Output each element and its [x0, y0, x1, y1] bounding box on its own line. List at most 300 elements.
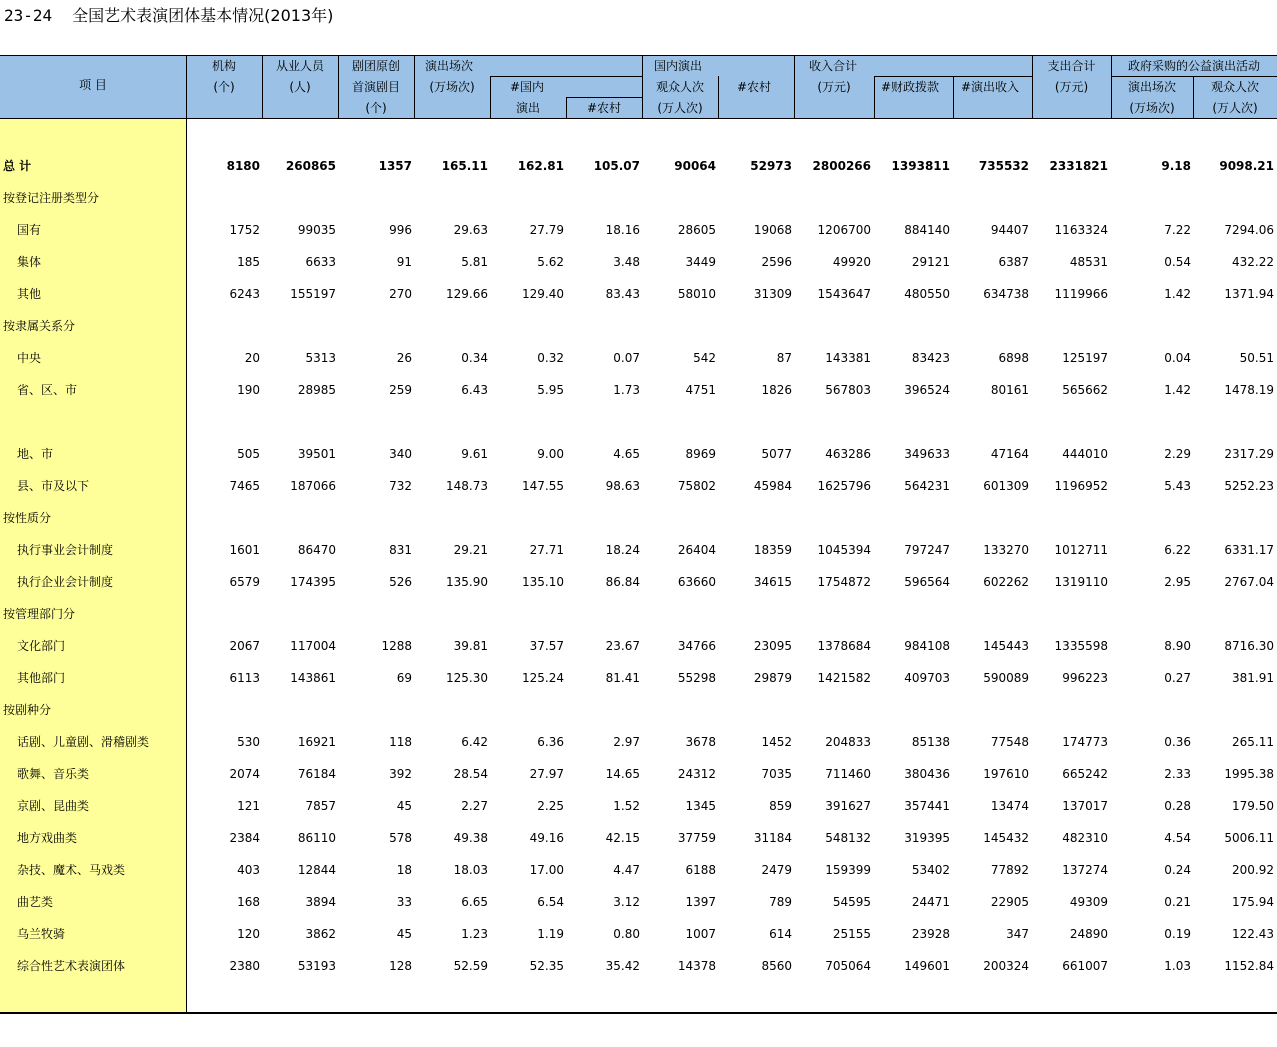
- table-cell: 6243: [229, 287, 260, 301]
- row-label: 国有: [17, 223, 42, 237]
- table-cell: 1601: [229, 543, 260, 557]
- table-cell: 29.21: [453, 543, 488, 557]
- table-cell: 6387: [998, 255, 1029, 269]
- section-row: [0, 502, 1277, 534]
- row-label: 县、市及以下: [17, 479, 90, 493]
- table-cell: 1045394: [817, 543, 871, 557]
- header-yanchu-shouru: #演出收入: [961, 80, 1020, 94]
- table-cell: 1357: [378, 159, 412, 173]
- table-cell: 0.19: [1164, 927, 1191, 941]
- header-top-border: [0, 55, 1277, 56]
- table-cell: 33: [396, 895, 412, 909]
- table-cell: 28985: [297, 383, 336, 397]
- table-cell: 7.22: [1164, 223, 1191, 237]
- table-cell: 1335598: [1054, 639, 1108, 653]
- table-cell: 125.24: [522, 671, 564, 685]
- table-cell: 661007: [1062, 959, 1108, 973]
- table-cell: 409703: [904, 671, 950, 685]
- table-cell: 90064: [674, 159, 716, 173]
- table-cell: 75802: [677, 479, 716, 493]
- table-cell: 128: [389, 959, 412, 973]
- row-label: 京剧、昆曲类: [17, 799, 90, 813]
- header-item: 项 目: [79, 78, 107, 92]
- table-cell: 3.12: [613, 895, 640, 909]
- table-row: [0, 406, 1277, 438]
- table-cell: 12844: [297, 863, 336, 877]
- row-label: 执行事业会计制度: [17, 543, 114, 557]
- table-cell: 31309: [753, 287, 792, 301]
- table-cell: 1196952: [1054, 479, 1108, 493]
- table-cell: 1206700: [817, 223, 871, 237]
- column-divider: [718, 76, 719, 119]
- table-row: [0, 438, 1277, 470]
- header-zf-changci-1: 演出场次: [1127, 80, 1176, 94]
- table-cell: 49.16: [529, 831, 564, 845]
- table-row: [0, 470, 1277, 502]
- table-cell: 0.28: [1164, 799, 1191, 813]
- table-cell: 26404: [677, 543, 716, 557]
- table-cell: 159399: [825, 863, 871, 877]
- table-cell: 260865: [285, 159, 336, 173]
- table-cell: 1.42: [1164, 287, 1191, 301]
- table-cell: 52973: [750, 159, 792, 173]
- table-cell: 27.79: [529, 223, 564, 237]
- table-cell: 200324: [983, 959, 1029, 973]
- column-divider: [414, 55, 415, 119]
- table-cell: 6898: [998, 351, 1029, 365]
- table-cell: 634738: [983, 287, 1029, 301]
- header-congye-1: 从业人员: [275, 59, 324, 73]
- table-cell: 259: [389, 383, 412, 397]
- table-cell: 542: [693, 351, 716, 365]
- header-zhengfu-group: 政府采购的公益演出活动: [1127, 59, 1260, 73]
- table-cell: 8716.30: [1224, 639, 1274, 653]
- table-cell: 340: [389, 447, 412, 461]
- row-label: 文化部门: [17, 639, 66, 653]
- row-label: 话剧、儿童剧、滑稽剧类: [17, 735, 150, 749]
- row-label: 歌舞、音乐类: [17, 767, 90, 781]
- table-cell: 27.97: [529, 767, 564, 781]
- table-cell: 120: [237, 927, 260, 941]
- table-cell: 179.50: [1232, 799, 1274, 813]
- table-cell: 526: [389, 575, 412, 589]
- section-row: [0, 694, 1277, 726]
- column-divider: [642, 55, 643, 119]
- table-cell: 6.65: [461, 895, 488, 909]
- table-cell: 2.97: [613, 735, 640, 749]
- table-cell: 732: [389, 479, 412, 493]
- table-cell: 1371.94: [1224, 287, 1274, 301]
- table-cell: 1.19: [537, 927, 564, 941]
- table-cell: 1012711: [1054, 543, 1108, 557]
- table-cell: 9098.21: [1219, 159, 1274, 173]
- table-cell: 18359: [753, 543, 792, 557]
- table-cell: 1543647: [817, 287, 871, 301]
- table-row: [0, 950, 1277, 982]
- table-cell: 1163324: [1054, 223, 1108, 237]
- table-cell: 596564: [904, 575, 950, 589]
- table-row: [0, 854, 1277, 886]
- table-cell: 2067: [229, 639, 260, 653]
- table-cell: 9.61: [461, 447, 488, 461]
- header-congye-2: (人): [289, 80, 311, 94]
- table-cell: 34615: [753, 575, 792, 589]
- table-cell: 0.36: [1164, 735, 1191, 749]
- table-cell: 1.23: [461, 927, 488, 941]
- table-cell: 77892: [990, 863, 1029, 877]
- table-cell: 137274: [1062, 863, 1108, 877]
- table-cell: 8180: [226, 159, 260, 173]
- table-cell: 45: [396, 927, 412, 941]
- header-jigou-1: 机构: [211, 59, 236, 73]
- column-divider: [566, 97, 567, 119]
- table-cell: 1007: [685, 927, 716, 941]
- table-cell: 162.81: [517, 159, 564, 173]
- table-cell: 578: [389, 831, 412, 845]
- table-cell: 49309: [1069, 895, 1108, 909]
- table-cell: 1397: [685, 895, 716, 909]
- table-cell: 24890: [1069, 927, 1108, 941]
- table-cell: 984108: [904, 639, 950, 653]
- table-cell: 2.29: [1164, 447, 1191, 461]
- table-cell: 23928: [911, 927, 950, 941]
- table-cell: 197610: [983, 767, 1029, 781]
- table-cell: 403: [237, 863, 260, 877]
- table-row: [0, 342, 1277, 374]
- table-cell: 1.42: [1164, 383, 1191, 397]
- table-cell: 0.54: [1164, 255, 1191, 269]
- table-cell: 121: [237, 799, 260, 813]
- table-cell: 6.42: [461, 735, 488, 749]
- table-cell: 2.33: [1164, 767, 1191, 781]
- table-cell: 665242: [1062, 767, 1108, 781]
- table-cell: 37.57: [529, 639, 564, 653]
- column-divider: [1111, 55, 1112, 119]
- table-row: [0, 214, 1277, 246]
- table-cell: 99035: [297, 223, 336, 237]
- table-cell: 77548: [990, 735, 1029, 749]
- table-cell: 1.03: [1164, 959, 1191, 973]
- table-cell: 5313: [305, 351, 336, 365]
- table-cell: 55298: [677, 671, 716, 685]
- column-divider: [874, 76, 875, 119]
- table-cell: 2074: [229, 767, 260, 781]
- row-label: 集体: [17, 255, 42, 269]
- table-cell: 2317.29: [1224, 447, 1274, 461]
- table-cell: 564231: [904, 479, 950, 493]
- table-cell: 149601: [904, 959, 950, 973]
- table-cell: 0.04: [1164, 351, 1191, 365]
- table-cell: 711460: [825, 767, 871, 781]
- table-cell: 98.63: [605, 479, 640, 493]
- table-cell: 94407: [990, 223, 1029, 237]
- table-cell: 28605: [677, 223, 716, 237]
- table-cell: 2.27: [461, 799, 488, 813]
- table-cell: 381.91: [1232, 671, 1274, 685]
- table-cell: 8560: [761, 959, 792, 973]
- column-divider: [338, 55, 339, 119]
- table-cell: 0.27: [1164, 671, 1191, 685]
- header-guonei-group: 国内演出: [654, 59, 703, 73]
- table-cell: 80161: [990, 383, 1029, 397]
- table-cell: 29121: [911, 255, 950, 269]
- table-cell: 1826: [761, 383, 792, 397]
- table-cell: 1345: [685, 799, 716, 813]
- table-cell: 168: [237, 895, 260, 909]
- table-cell: 3862: [305, 927, 336, 941]
- table-cell: 357441: [904, 799, 950, 813]
- table-cell: 200.92: [1232, 863, 1274, 877]
- table-cell: 87: [776, 351, 792, 365]
- table-row: [0, 886, 1277, 918]
- table-cell: 174395: [290, 575, 336, 589]
- table-cell: 13474: [990, 799, 1029, 813]
- table-cell: 1288: [381, 639, 412, 653]
- table-cell: 14378: [677, 959, 716, 973]
- table-cell: 165.11: [441, 159, 488, 173]
- header-zf-guanzhong-1: 观众人次: [1210, 80, 1259, 94]
- header-divider: [490, 76, 642, 77]
- section-row: [0, 310, 1277, 342]
- row-label: 地方戏曲类: [17, 831, 78, 845]
- table-cell: 1625796: [817, 479, 871, 493]
- row-label: 按管理部门分: [3, 607, 76, 621]
- table-row: [0, 758, 1277, 790]
- table-cell: 145432: [983, 831, 1029, 845]
- row-label: 杂技、魔术、马戏类: [17, 863, 126, 877]
- table-cell: 204833: [825, 735, 871, 749]
- table-cell: 54595: [832, 895, 871, 909]
- row-label: 按登记注册类型分: [3, 191, 100, 205]
- table-cell: 83.43: [605, 287, 640, 301]
- table-cell: 45984: [753, 479, 792, 493]
- table-cell: 6633: [305, 255, 336, 269]
- table-cell: 175.94: [1232, 895, 1274, 909]
- table-cell: 39501: [297, 447, 336, 461]
- section-row: [0, 598, 1277, 630]
- table-cell: 601309: [983, 479, 1029, 493]
- table-cell: 50.51: [1239, 351, 1274, 365]
- table-row: [0, 630, 1277, 662]
- table-cell: 548132: [825, 831, 871, 845]
- table-cell: 3678: [685, 735, 716, 749]
- table-cell: 1.52: [613, 799, 640, 813]
- section-row: [0, 182, 1277, 214]
- table-cell: 5.81: [461, 255, 488, 269]
- table-cell: 1421582: [817, 671, 871, 685]
- header-guonei-2: 演出: [515, 101, 540, 115]
- table-cell: 392: [389, 767, 412, 781]
- table-cell: 0.24: [1164, 863, 1191, 877]
- table-cell: 5252.23: [1224, 479, 1274, 493]
- table-cell: 22905: [990, 895, 1029, 909]
- table-cell: 23.67: [605, 639, 640, 653]
- table-cell: 69: [396, 671, 412, 685]
- row-label: 乌兰牧骑: [17, 927, 66, 941]
- table-bottom-border: [0, 1012, 1277, 1014]
- table-cell: 1452: [761, 735, 792, 749]
- header-nongcun: #农村: [586, 101, 622, 115]
- table-cell: 5006.11: [1224, 831, 1274, 845]
- table-cell: 58010: [677, 287, 716, 301]
- row-label: 按性质分: [3, 511, 52, 525]
- table-row: [0, 278, 1277, 310]
- header-divider: [1111, 76, 1277, 77]
- table-cell: 42.15: [605, 831, 640, 845]
- table-cell: 614: [769, 927, 792, 941]
- table-cell: 530: [237, 735, 260, 749]
- table-cell: 0.07: [613, 351, 640, 365]
- table-cell: 1393811: [891, 159, 950, 173]
- table-cell: 18.03: [453, 863, 488, 877]
- table-cell: 6188: [685, 863, 716, 877]
- table-cell: 86470: [297, 543, 336, 557]
- table-cell: 2767.04: [1224, 575, 1274, 589]
- header-divider: [566, 97, 642, 98]
- table-cell: 9.00: [537, 447, 564, 461]
- table-cell: 6.36: [537, 735, 564, 749]
- row-label: 按隶属关系分: [3, 319, 76, 333]
- row-label: 曲艺类: [17, 895, 54, 909]
- table-row: [0, 566, 1277, 598]
- column-divider: [953, 76, 954, 119]
- column-divider: [490, 76, 491, 119]
- table-title-text: 全国艺术表演团体基本情况(2013年): [72, 6, 334, 25]
- table-cell: 190: [237, 383, 260, 397]
- table-cell: 2384: [229, 831, 260, 845]
- table-cell: 49.38: [453, 831, 488, 845]
- table-cell: 1319110: [1054, 575, 1108, 589]
- table-cell: 34766: [677, 639, 716, 653]
- table-cell: 45: [396, 799, 412, 813]
- row-label: 省、区、市: [17, 383, 78, 397]
- table-cell: 174773: [1062, 735, 1108, 749]
- row-label: 其他: [17, 287, 42, 301]
- table-cell: 1152.84: [1224, 959, 1274, 973]
- table-cell: 7035: [761, 767, 792, 781]
- table-cell: 18.16: [605, 223, 640, 237]
- table-cell: 6579: [229, 575, 260, 589]
- table-cell: 37759: [677, 831, 716, 845]
- table-cell: 143381: [825, 351, 871, 365]
- table-cell: 2479: [761, 863, 792, 877]
- table-cell: 28.54: [453, 767, 488, 781]
- table-cell: 1378684: [817, 639, 871, 653]
- table-cell: 505: [237, 447, 260, 461]
- table-row: [0, 790, 1277, 822]
- table-cell: 319395: [904, 831, 950, 845]
- table-cell: 0.80: [613, 927, 640, 941]
- table-cell: 31184: [753, 831, 792, 845]
- table-cell: 6.43: [461, 383, 488, 397]
- table-cell: 444010: [1062, 447, 1108, 461]
- header-zhichu-1: 支出合计: [1047, 59, 1096, 73]
- table-cell: 3449: [685, 255, 716, 269]
- table-cell: 6113: [229, 671, 260, 685]
- table-cell: 52.59: [453, 959, 488, 973]
- table-cell: 122.43: [1232, 927, 1274, 941]
- table-cell: 4.54: [1164, 831, 1191, 845]
- header-jumu-1: 剧团原创: [351, 59, 400, 73]
- header-guonei-1: #国内: [510, 80, 545, 94]
- table-cell: 53402: [911, 863, 950, 877]
- table-cell: 20: [244, 351, 260, 365]
- table-cell: 85138: [911, 735, 950, 749]
- table-cell: 29.63: [453, 223, 488, 237]
- table-cell: 27.71: [529, 543, 564, 557]
- row-label: 地、市: [17, 447, 54, 461]
- table-cell: 347: [1006, 927, 1029, 941]
- table-cell: 39.81: [453, 639, 488, 653]
- table-cell: 185: [237, 255, 260, 269]
- table-cell: 24312: [677, 767, 716, 781]
- table-cell: 0.32: [537, 351, 564, 365]
- table-cell: 8969: [685, 447, 716, 461]
- table-cell: 135.10: [522, 575, 564, 589]
- row-label: 按剧种分: [3, 703, 52, 717]
- table-cell: 7465: [229, 479, 260, 493]
- table-cell: 5.95: [537, 383, 564, 397]
- table-cell: 29879: [753, 671, 792, 685]
- header-zf-guanzhong-2: (万人次): [1212, 101, 1258, 115]
- table-cell: 81.41: [605, 671, 640, 685]
- table-cell: 52.35: [529, 959, 564, 973]
- table-row: [0, 374, 1277, 406]
- table-cell: 19068: [753, 223, 792, 237]
- table-cell: 705064: [825, 959, 871, 973]
- header-jumu-3: (个): [365, 101, 387, 115]
- table-cell: 884140: [904, 223, 950, 237]
- table-cell: 86110: [297, 831, 336, 845]
- table-cell: 17.00: [529, 863, 564, 877]
- table-cell: 18: [396, 863, 412, 877]
- column-divider: [1032, 55, 1033, 119]
- header-guanzhong-2: (万人次): [657, 101, 703, 115]
- table-cell: 2331821: [1049, 159, 1108, 173]
- table-cell: 391627: [825, 799, 871, 813]
- table-cell: 133270: [983, 543, 1029, 557]
- column-divider: [262, 55, 263, 119]
- column-divider: [794, 55, 795, 119]
- table-cell: 480550: [904, 287, 950, 301]
- table-cell: 16921: [297, 735, 336, 749]
- row-label: 执行企业会计制度: [17, 575, 114, 589]
- table-cell: 831: [389, 543, 412, 557]
- table-cell: 7294.06: [1224, 223, 1274, 237]
- table-cell: 18.24: [605, 543, 640, 557]
- table-cell: 6.54: [537, 895, 564, 909]
- table-cell: 590089: [983, 671, 1029, 685]
- table-cell: 996223: [1062, 671, 1108, 685]
- header-nongcun2: #农村: [737, 80, 772, 94]
- table-cell: 117004: [290, 639, 336, 653]
- table-cell: 1119966: [1054, 287, 1108, 301]
- table-cell: 1.73: [613, 383, 640, 397]
- table-cell: 76184: [297, 767, 336, 781]
- table-cell: 380436: [904, 767, 950, 781]
- header-zhichu-2: (万元): [1054, 80, 1089, 94]
- table-cell: 91: [396, 255, 412, 269]
- header-jigou-2: (个): [213, 80, 235, 94]
- table-cell: 265.11: [1232, 735, 1274, 749]
- header-caizheng: #财政拨款: [881, 80, 940, 94]
- header-zf-changci-2: (万场次): [1129, 101, 1175, 115]
- table-cell: 2380: [229, 959, 260, 973]
- table-cell: 5.43: [1164, 479, 1191, 493]
- table-cell: 1995.38: [1224, 767, 1274, 781]
- table-cell: 148.73: [446, 479, 488, 493]
- table-cell: 996: [389, 223, 412, 237]
